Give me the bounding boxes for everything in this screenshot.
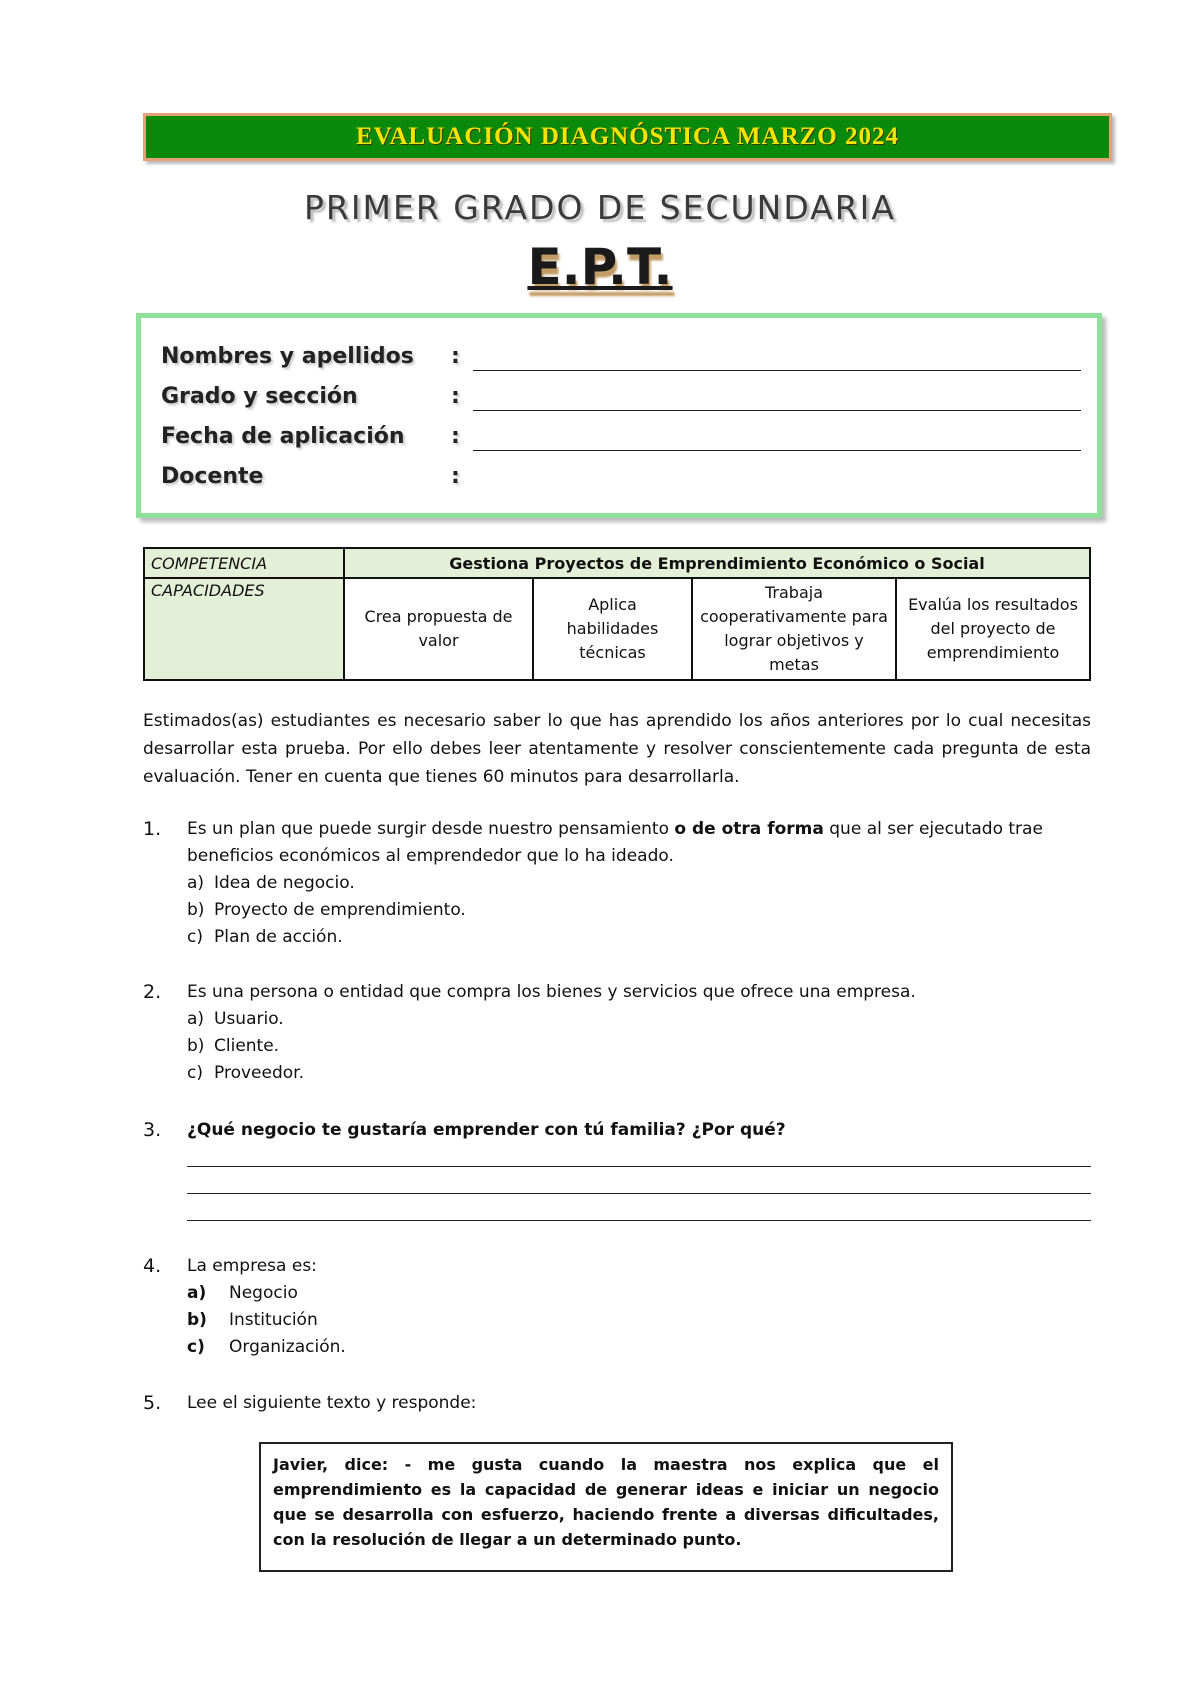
option-letter: c)	[187, 1063, 203, 1083]
option[interactable]	[187, 870, 1091, 897]
question-3	[143, 1117, 1091, 1144]
option-letter: a)	[187, 1283, 207, 1303]
option[interactable]	[187, 1307, 1091, 1334]
option[interactable]	[187, 1006, 1091, 1033]
option-text: Usuario.	[214, 1009, 284, 1029]
option[interactable]	[187, 897, 1091, 924]
option-text: Institución	[229, 1310, 318, 1330]
instructions-paragraph: Estimados(as) estudiantes es necesario saber lo que has aprendido los años anteriores por lo cual necesitas desarrollar esta prueba. Por ello debes leer atentamente y resolver conscientemente cada pregunta de esta evaluación. Tener en cuenta que tienes 60 minutos para desarrollarla.	[143, 711, 1091, 787]
option-letter: b)	[187, 1310, 207, 1330]
grade-section-colon: :	[451, 384, 460, 409]
banner-title: EVALUACIÓN DIAGNÓSTICA MARZO 2024	[355, 123, 900, 150]
teacher-label: Docente	[161, 464, 264, 489]
date-field[interactable]	[161, 420, 1081, 458]
question-1	[143, 816, 1091, 951]
date-colon: :	[451, 424, 460, 449]
competencia-table	[143, 547, 1091, 681]
option-letter: c)	[187, 1337, 205, 1357]
capacidad-cell: Evalúa los resultados del proyecto de emprendimiento	[896, 578, 1090, 680]
option-text: Idea de negocio.	[214, 873, 355, 893]
option[interactable]	[187, 924, 1091, 951]
option-text: Negocio	[229, 1283, 298, 1303]
option[interactable]	[187, 1060, 1091, 1087]
reading-text-box: Javier, dice: - me gusta cuando la maestra nos explica que el emprendimiento es la capacidad de generar ideas e iniciar un negocio que se desarrolla con esfuerzo, haciendo frente a diversas dificultades, con la resolución de llegar a un determinado punto.	[259, 1442, 953, 1572]
name-colon: :	[451, 344, 460, 369]
teacher-colon: :	[451, 464, 460, 489]
question-4	[143, 1253, 1091, 1361]
option-letter: b)	[187, 900, 205, 920]
date-label: Fecha de aplicación	[161, 424, 405, 449]
name-field[interactable]	[161, 340, 1081, 378]
grade-section-field[interactable]	[161, 380, 1081, 418]
option-text: Plan de acción.	[214, 927, 343, 947]
capacidad-cell: Aplica habilidades técnicas	[533, 578, 692, 680]
title-banner	[143, 113, 1112, 161]
grade-section-label: Grado y sección	[161, 384, 358, 409]
question-text: Lee el siguiente texto y responde:	[187, 1393, 477, 1413]
teacher-field	[161, 460, 1081, 498]
capacidades-label: CAPACIDADES	[144, 578, 344, 680]
answer-line[interactable]	[187, 1220, 1091, 1221]
competencia-value: Gestiona Proyectos de Emprendimiento Económico o Social	[344, 548, 1090, 578]
question-number: 4.	[143, 1255, 162, 1277]
question-text: Es una persona o entidad que compra los bienes y servicios que ofrece una empresa.	[187, 982, 916, 1002]
option[interactable]	[187, 1334, 1091, 1361]
question-text: ¿Qué negocio te gustaría emprender con tú familia? ¿Por qué?	[187, 1120, 786, 1140]
student-info-box	[136, 313, 1102, 518]
capacidad-cell: Trabaja cooperativamente para lograr objetivos y metas	[692, 578, 896, 680]
option-text: Cliente.	[214, 1036, 280, 1056]
option-letter: a)	[187, 1009, 205, 1029]
question-5	[143, 1390, 1091, 1417]
option-letter: c)	[187, 927, 203, 947]
option[interactable]	[187, 1033, 1091, 1060]
grade-heading: PRIMER GRADO DE SECUNDARIA	[304, 188, 896, 227]
question-text: La empresa es:	[187, 1256, 317, 1276]
option-text: Proyecto de emprendimiento.	[214, 900, 466, 920]
question-number: 5.	[143, 1392, 162, 1414]
option-text: Organización.	[229, 1337, 346, 1357]
option-text: Proveedor.	[214, 1063, 304, 1083]
date-line[interactable]	[473, 450, 1081, 451]
competencia-label: COMPETENCIA	[144, 548, 344, 578]
question-number: 3.	[143, 1119, 162, 1141]
question-2	[143, 979, 1091, 1087]
name-label: Nombres y apellidos	[161, 344, 414, 369]
option-letter: a)	[187, 873, 205, 893]
answer-line[interactable]	[187, 1193, 1091, 1194]
question-text: Es un plan que puede surgir desde nuestro pensamiento o de otra forma que al ser ejecutado trae beneficios económicos al emprendedor que lo ha ideado.	[187, 819, 1043, 866]
grade-section-line[interactable]	[473, 410, 1081, 411]
question-number: 2.	[143, 981, 162, 1003]
subject-heading: E.P.T.	[527, 238, 673, 296]
option-letter: b)	[187, 1036, 205, 1056]
answer-line[interactable]	[187, 1166, 1091, 1167]
option[interactable]	[187, 1280, 1091, 1307]
capacidad-cell: Crea propuesta de valor	[344, 578, 533, 680]
name-line[interactable]	[473, 370, 1081, 371]
question-number: 1.	[143, 818, 162, 840]
